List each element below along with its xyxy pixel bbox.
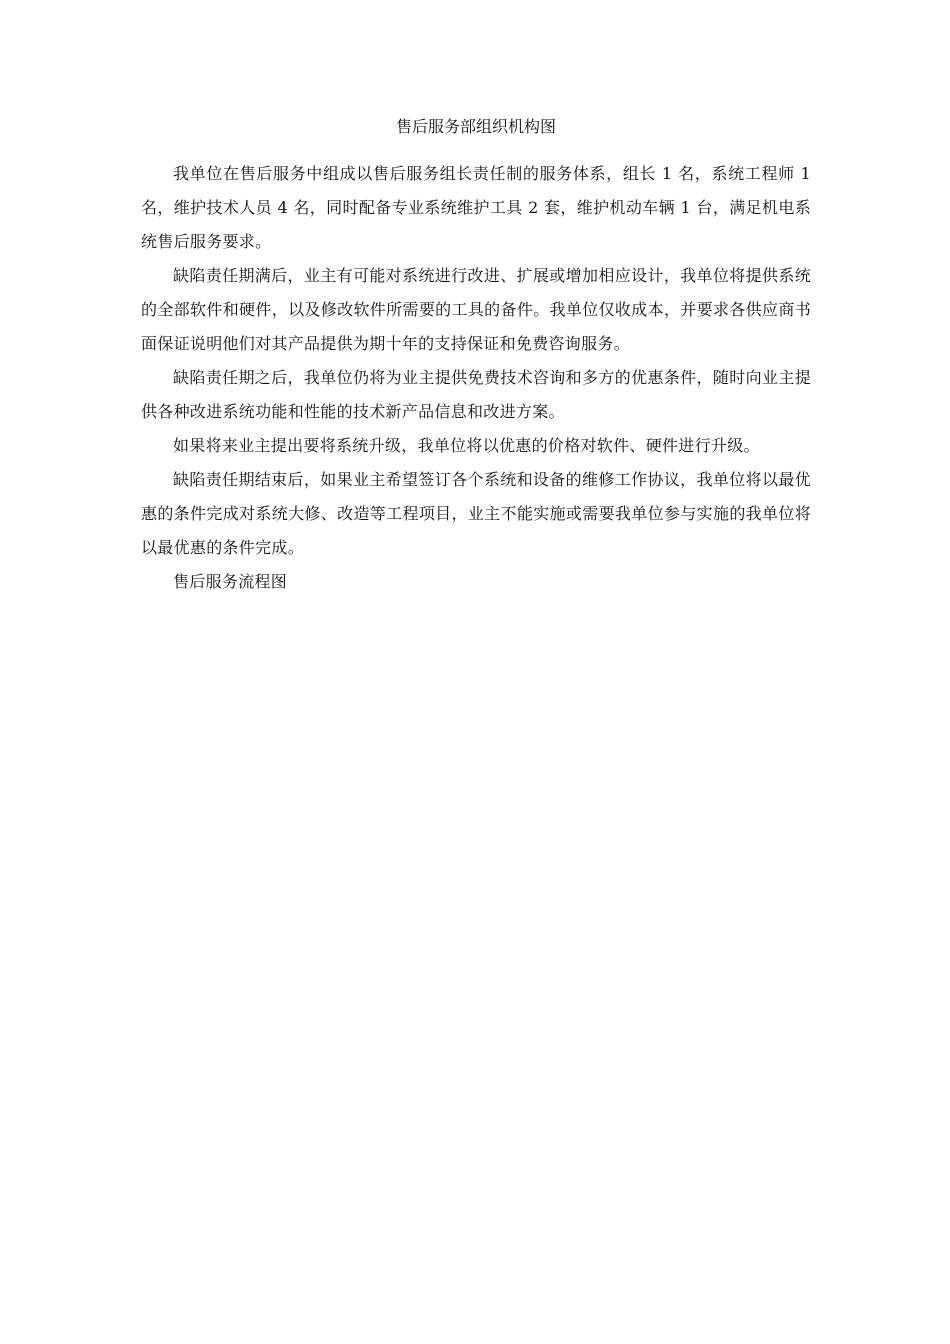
section-heading-service-flowchart: 售后服务流程图 (173, 572, 288, 591)
document-title: 售后服务部组织机构图 (395, 117, 556, 136)
paragraph-maintenance-agreement: 缺陷责任期结束后，如果业主希望签订各个系统和设备的维修工作协议，我单位将以最优惠的条件完成对系统大修、改造等工程项目，业主不能实施或需要我单位参与实施的我单位将以最优惠的条件完成。 (141, 470, 811, 557)
paragraph-service-team: 我单位在售后服务中组成以售后服务组长责任制的服务体系，组长 1 名，系统工程师 1 名，维护技术人员 4 名，同时配备专业系统维护工具 2 套，维护机动车辆 1 台，满足机电系统售后服务要求。 (141, 164, 811, 251)
paragraph-after-warranty-upgrades: 缺陷责任期满后，业主有可能对系统进行改进、扩展或增加相应设计，我单位将提供系统的全部软件和硬件，以及修改软件所需要的工具的备件。我单位仅收成本，并要求各供应商书面保证说明他们对其产品提供为期十年的支持保证和免费咨询服务。 (141, 266, 811, 353)
paragraph-system-upgrade: 如果将来业主提出要将系统升级，我单位将以优惠的价格对软件、硬件进行升级。 (173, 436, 760, 455)
paragraph-free-consulting: 缺陷责任期之后，我单位仍将为业主提供免费技术咨询和多方的优惠条件，随时向业主提供各种改进系统功能和性能的技术新产品信息和改进方案。 (141, 368, 811, 421)
document-body (141, 113, 811, 599)
